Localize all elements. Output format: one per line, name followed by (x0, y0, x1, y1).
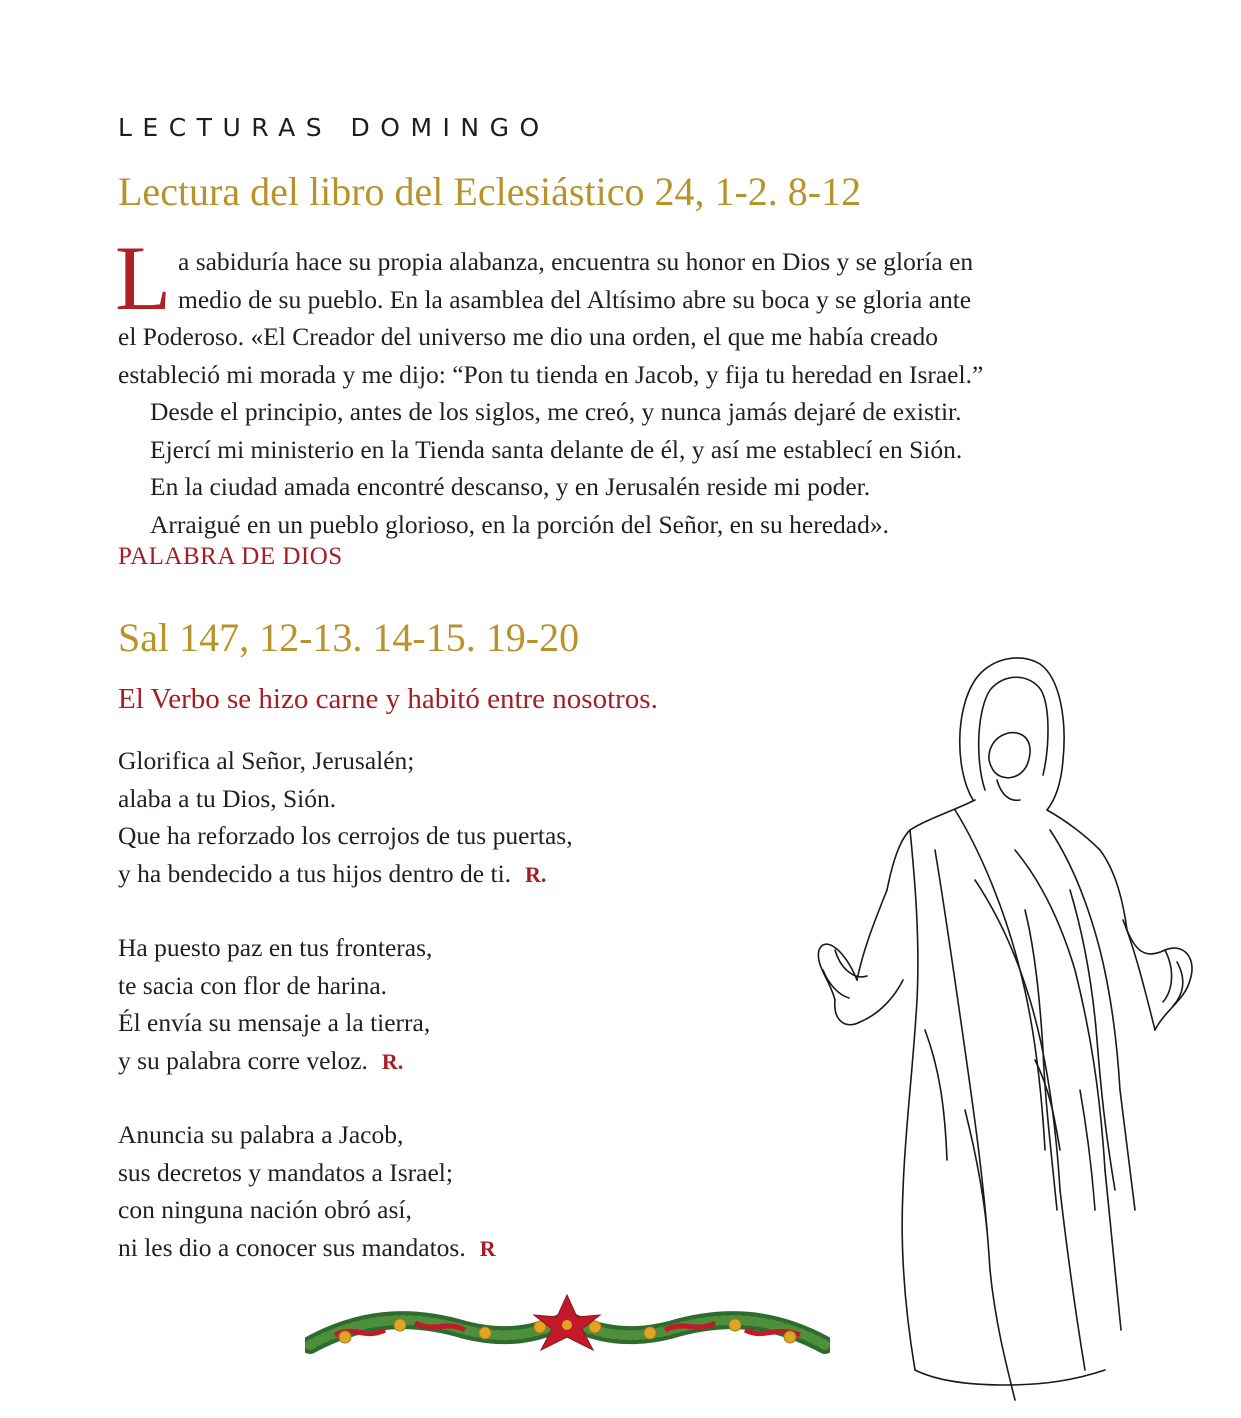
response-marker: R. (381, 1048, 404, 1074)
section-kicker: LECTURAS DOMINGO (118, 113, 550, 142)
psalm-line: con ninguna nación obró así, (118, 1195, 412, 1224)
reading-line: el Poderoso. «El Creador del universo me dio una orden, el que me había creado (118, 322, 938, 351)
word-of-god-closing: PALABRA DE DIOS (118, 543, 343, 570)
psalm-stanza (118, 1116, 573, 1266)
poinsettia-icon (534, 1295, 600, 1350)
psalm-line: Que ha reforzado los cerrojos de tus puertas, (118, 821, 573, 850)
psalm-stanza (118, 929, 573, 1079)
reading-line: a sabiduría hace su propia alabanza, encuentra su honor en Dios y se gloría en (178, 247, 974, 276)
psalm-stanza (118, 742, 573, 892)
psalm-line: sus decretos y mandatos a Israel; (118, 1157, 453, 1187)
reading-line: Ejercí mi ministerio en la Tienda santa delante de él, y así me establecí en Sión. (150, 434, 963, 464)
psalm-line: alaba a tu Dios, Sión. (118, 783, 337, 813)
psalm-title: Sal 147, 12-13. 14-15. 19-20 (118, 615, 580, 660)
response-marker: R (479, 1235, 496, 1261)
psalm-line: Él envía su mensaje a la tierra, (118, 1008, 431, 1037)
reading-line: medio de su pueblo. En la asamblea del Altísimo abre su boca y se gloria ante (178, 284, 972, 314)
psalm-line-text: y su palabra corre veloz. (118, 1045, 368, 1075)
psalm-line: te sacia con flor de harina. (118, 970, 388, 1000)
psalm-body (118, 742, 573, 1303)
drop-cap: L (115, 227, 172, 329)
psalm-line-last (118, 1042, 573, 1080)
reading-line: En la ciudad amada encontré descanso, y en Jerusalén reside mi poder. (150, 472, 871, 501)
reading-line: estableció mi morada y me dijo: “Pon tu tienda en Jacob, y fija tu heredad en Israel.” (118, 359, 984, 389)
reading-line: Desde el principio, antes de los siglos, me creó, y nunca jamás dejaré de existir. (150, 397, 962, 426)
psalm-line: Glorifica al Señor, Jerusalén; (118, 746, 415, 775)
psalm-antiphon: El Verbo se hizo carne y habitó entre nosotros. (118, 683, 658, 715)
christmas-garland (305, 1285, 830, 1360)
christ-line-drawing (805, 650, 1205, 1410)
psalm-line-text: ni les dio a conocer sus mandatos. (118, 1232, 466, 1262)
reading-body (118, 243, 1118, 543)
psalm-line-last (118, 855, 573, 893)
psalm-line-text: y ha bendecido a tus hijos dentro de ti. (118, 858, 512, 888)
psalm-line: Ha puesto paz en tus fronteras, (118, 933, 433, 962)
reading-line: Arraigué en un pueblo glorioso, en la porción del Señor, en su heredad». (150, 509, 889, 539)
reading-title: Lectura del libro del Eclesiástico 24, 1-2. 8-12 (118, 169, 862, 214)
response-marker: R. (525, 861, 547, 887)
psalm-line: Anuncia su palabra a Jacob, (118, 1120, 404, 1149)
psalm-line-last (118, 1229, 573, 1267)
